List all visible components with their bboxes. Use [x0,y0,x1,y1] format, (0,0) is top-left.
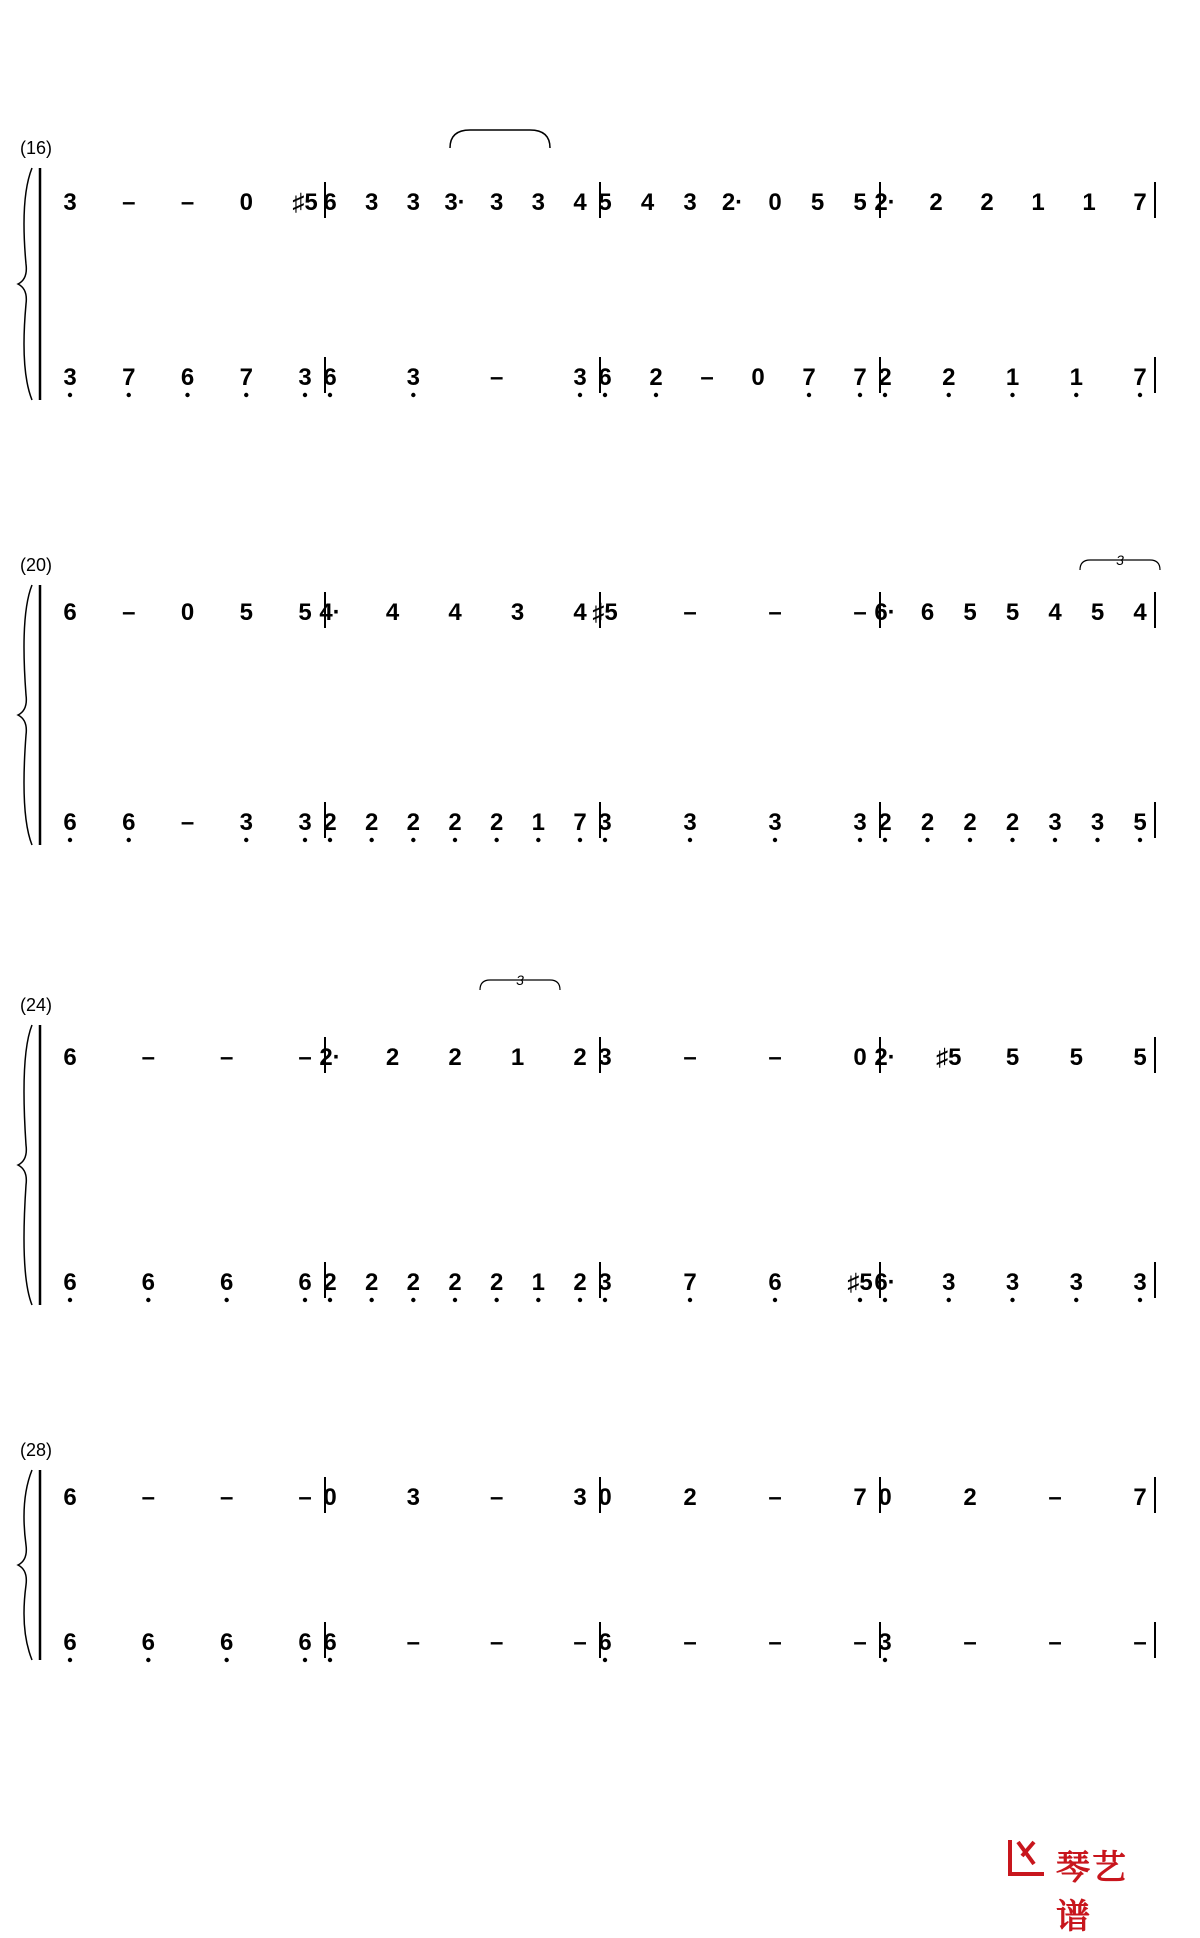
lower-note: 3 [1090,809,1105,836]
lower-note: 3 [1005,1269,1020,1296]
lower-note: 2 [323,1269,337,1296]
octave-dot [883,393,887,397]
lower-note: 6 [141,1269,156,1296]
system-1 [18,138,1155,400]
upper-note: – [489,1484,504,1511]
octave-dot [947,1298,951,1302]
upper-note: 2 [573,1044,587,1071]
upper-note: 3 [598,1044,612,1071]
octave-dot [968,838,972,842]
upper-note: 3 [683,189,697,216]
octave-dot [185,393,189,397]
upper-note: 2· [721,189,744,216]
octave-dot [411,1298,415,1302]
upper-note: 2· [874,1044,896,1071]
lower-note: 6 [141,1629,156,1656]
upper-note: – [853,599,867,626]
lower-note: – [700,364,714,391]
lower-note: 3 [298,364,312,391]
upper-note: 0 [323,1484,337,1511]
lower-note: – [489,1629,504,1656]
octave-dot [773,838,777,842]
upper-note: – [219,1044,234,1071]
octave-dot [536,1298,540,1302]
lower-note: 6· [874,1269,896,1296]
lower-note: 6 [219,1269,234,1296]
upper-note: 4 [385,599,400,626]
octave-dot [1010,838,1014,842]
octave-dot [947,393,951,397]
brace [18,585,32,845]
lower-note: 7 [683,1269,697,1296]
octave-dot [688,1298,692,1302]
octave-dot [303,1298,307,1302]
lower-note: – [573,1629,587,1656]
lower-note: 6 [323,364,337,391]
upper-note: 3 [531,189,546,216]
lower-note: 3 [598,1269,612,1296]
lower-note: 1 [531,1269,546,1296]
upper-note: 2· [874,189,896,216]
upper-note: 2· [319,1044,341,1071]
octave-dot [453,1298,457,1302]
octave-dot [369,1298,373,1302]
lower-note: 6 [598,364,612,391]
upper-note: 3 [364,189,379,216]
lower-note: 3 [63,364,77,391]
lower-note: 3 [239,809,253,836]
upper-note: 2 [980,189,994,216]
octave-dot [578,1298,582,1302]
upper-note: 5 [598,189,612,216]
upper-note: 4· [319,599,341,626]
octave-dot [146,1298,150,1302]
lower-note: 6 [219,1629,234,1656]
lower-note: 2 [406,809,421,836]
upper-note: 4 [573,599,587,626]
octave-dot [1010,1298,1014,1302]
octave-dot [883,1658,887,1662]
octave-dot [688,838,692,842]
lower-note: 2 [489,809,504,836]
lower-note: 6 [298,1269,312,1296]
octave-dot [68,1298,72,1302]
upper-note: – [141,1484,156,1511]
lower-note: – [768,1629,782,1656]
octave-dot [1138,1298,1142,1302]
lower-note: 7 [853,364,867,391]
lower-note: 6 [323,1629,337,1656]
upper-note: 4 [448,599,462,626]
upper-note: 5 [963,599,977,626]
octave-dot [1010,393,1014,397]
upper-note: 5 [1133,1044,1147,1071]
lower-note: 2 [573,1269,587,1296]
tuplet-number: 3 [1116,552,1124,568]
octave-dot [1074,1298,1078,1302]
upper-note: 3 [573,1484,587,1511]
lower-note: – [1048,1629,1062,1656]
upper-note: 2 [385,1044,400,1071]
upper-note: 4 [573,189,587,216]
octave-dot [603,1298,607,1302]
lower-note: 2 [489,1269,504,1296]
upper-note: 6 [63,599,77,626]
lower-note: 5 [1133,809,1147,836]
lower-note: 3 [942,1269,956,1296]
upper-note: 5 [239,599,253,626]
lower-note: – [1133,1629,1147,1656]
lower-note: 7 [573,809,587,836]
lower-note: – [853,1629,867,1656]
octave-dot [858,1298,862,1302]
octave-dot [1095,838,1099,842]
system-2 [18,552,1160,845]
octave-dot [603,1658,607,1662]
upper-note: 5 [1005,599,1020,626]
lower-note: 6 [63,1269,77,1296]
upper-note: 2 [963,1484,977,1511]
upper-note: 0 [878,1484,892,1511]
upper-note: 6· [874,599,896,626]
octave-dot [411,838,415,842]
lower-note: 1 [1005,364,1020,391]
lower-note: 3 [768,809,782,836]
upper-note: – [180,189,195,216]
lower-note: 2 [323,809,337,836]
octave-dot [303,1658,307,1662]
lower-note: 7 [802,364,816,391]
lower-note: 3 [598,809,612,836]
measure-number: (20) [20,555,53,575]
lower-note: – [489,364,504,391]
lower-note: 2 [364,809,379,836]
octave-dot [1138,393,1142,397]
upper-note: 3 [489,189,504,216]
upper-note: 3 [510,599,525,626]
octave-dot [603,838,607,842]
system-3 [18,972,1155,1305]
upper-note: – [122,599,136,626]
upper-note: – [768,599,782,626]
upper-note: 6 [920,599,935,626]
brace [18,1025,32,1305]
upper-note: ♯5 [292,189,318,216]
upper-note: 6 [63,1484,77,1511]
octave-dot [858,393,862,397]
lower-note: 2 [364,1269,379,1296]
octave-dot [1074,393,1078,397]
measure-number: (24) [20,995,53,1015]
upper-note: – [768,1044,782,1071]
octave-dot [68,393,72,397]
octave-dot [244,838,248,842]
upper-note: – [219,1484,234,1511]
lower-note: 2 [963,809,977,836]
octave-dot [883,1298,887,1302]
upper-note: 5 [810,189,825,216]
lower-note: 3 [298,809,312,836]
lower-note: – [406,1629,421,1656]
piano-key-logo-icon [1004,1834,1052,1880]
lower-note: – [180,809,195,836]
lower-note: 6 [768,1269,782,1296]
octave-dot [68,838,72,842]
watermark-text: 琴艺谱 [1056,1848,1128,1937]
upper-note: 0 [598,1484,612,1511]
octave-dot [494,838,498,842]
upper-note: 1 [510,1044,525,1071]
lower-note: 2 [406,1269,421,1296]
lower-note: 3 [683,809,697,836]
upper-note: 6 [323,189,337,216]
upper-note: 3· [444,189,466,216]
octave-dot [925,838,929,842]
lower-note: 2 [878,364,892,391]
lower-note: 7 [122,364,136,391]
upper-note: 4 [1048,599,1062,626]
lower-note: 1 [1069,364,1083,391]
lower-note: 6 [122,809,136,836]
upper-note: 7 [1133,1484,1147,1511]
upper-note: 5 [1069,1044,1083,1071]
upper-note: – [298,1044,312,1071]
lower-note: ♯5 [847,1269,873,1296]
upper-note: 7 [853,1484,867,1511]
upper-note: 0 [853,1044,867,1071]
upper-note: 3 [406,189,421,216]
upper-note: – [683,1044,697,1071]
lower-note: 0 [751,364,765,391]
upper-note: – [768,1484,782,1511]
lower-note: 2 [1005,809,1020,836]
lower-note: 3 [1133,1269,1147,1296]
lower-note: 6 [598,1629,612,1656]
lower-note: 6 [63,1629,77,1656]
lower-note: 6 [63,809,77,836]
octave-dot [146,1658,150,1662]
octave-dot [369,838,373,842]
lower-note: – [683,1629,697,1656]
upper-note: 4 [1133,599,1147,626]
brace [18,1470,32,1660]
octave-dot [883,838,887,842]
octave-dot [536,838,540,842]
upper-note: 3 [406,1484,421,1511]
octave-dot [244,393,248,397]
octave-dot [1053,838,1057,842]
upper-note: 5 [1090,599,1105,626]
octave-dot [858,838,862,842]
octave-dot [578,393,582,397]
tuplet-number: 3 [516,972,524,988]
lower-note: 3 [406,364,421,391]
lower-note: 3 [1048,809,1062,836]
lower-note: 2 [448,1269,462,1296]
octave-dot [303,838,307,842]
lower-note: 6 [298,1629,312,1656]
upper-note: 0 [180,599,195,626]
octave-dot [1138,838,1142,842]
octave-dot [603,393,607,397]
lower-note: 3 [853,809,867,836]
lower-note: 2 [920,809,935,836]
upper-note: 3 [63,189,77,216]
lower-note: 1 [531,809,546,836]
octave-dot [224,1658,228,1662]
octave-dot [303,393,307,397]
octave-dot [807,393,811,397]
upper-note: 1 [1031,189,1045,216]
lower-note: 2 [649,364,663,391]
upper-note: 2 [448,1044,462,1071]
lower-note: 6 [180,364,195,391]
octave-dot [328,1298,332,1302]
upper-note: – [683,599,697,626]
lower-note: 2 [942,364,956,391]
octave-dot [224,1298,228,1302]
octave-dot [654,393,658,397]
lower-note: 7 [239,364,253,391]
measure-number: (16) [20,138,53,158]
upper-note: ♯5 [592,599,618,626]
upper-note: 0 [239,189,253,216]
upper-note: – [122,189,136,216]
lower-note: 3 [573,364,587,391]
upper-note: 0 [768,189,782,216]
lower-note: 3 [1069,1269,1083,1296]
lower-note: 7 [1133,364,1147,391]
octave-dot [328,838,332,842]
upper-note: 7 [1133,189,1147,216]
upper-note: – [141,1044,156,1071]
system-4 [18,1440,1155,1662]
upper-note: – [1048,1484,1062,1511]
octave-dot [328,1658,332,1662]
octave-dot [578,838,582,842]
lower-note: 2 [448,809,462,836]
lower-note: 3 [878,1629,892,1656]
upper-note: 5 [1005,1044,1020,1071]
upper-note: 6 [63,1044,77,1071]
octave-dot [453,838,457,842]
upper-note: 1 [1082,189,1096,216]
upper-note: ♯5 [936,1044,962,1071]
upper-note: – [298,1484,312,1511]
octave-dot [127,393,131,397]
measure-number: (28) [20,1440,53,1460]
lower-note: 2 [878,809,892,836]
brace [18,168,32,400]
octave-dot [494,1298,498,1302]
upper-note: 2 [683,1484,697,1511]
octave-dot [127,838,131,842]
octave-dot [328,393,332,397]
slur [450,130,550,148]
octave-dot [68,1658,72,1662]
upper-note: 5 [298,599,312,626]
lower-note: – [963,1629,977,1656]
watermark [1004,1834,1154,1937]
upper-note: 2 [929,189,943,216]
octave-dot [773,1298,777,1302]
upper-note: 5 [853,189,867,216]
octave-dot [411,393,415,397]
upper-note: 4 [640,189,655,216]
